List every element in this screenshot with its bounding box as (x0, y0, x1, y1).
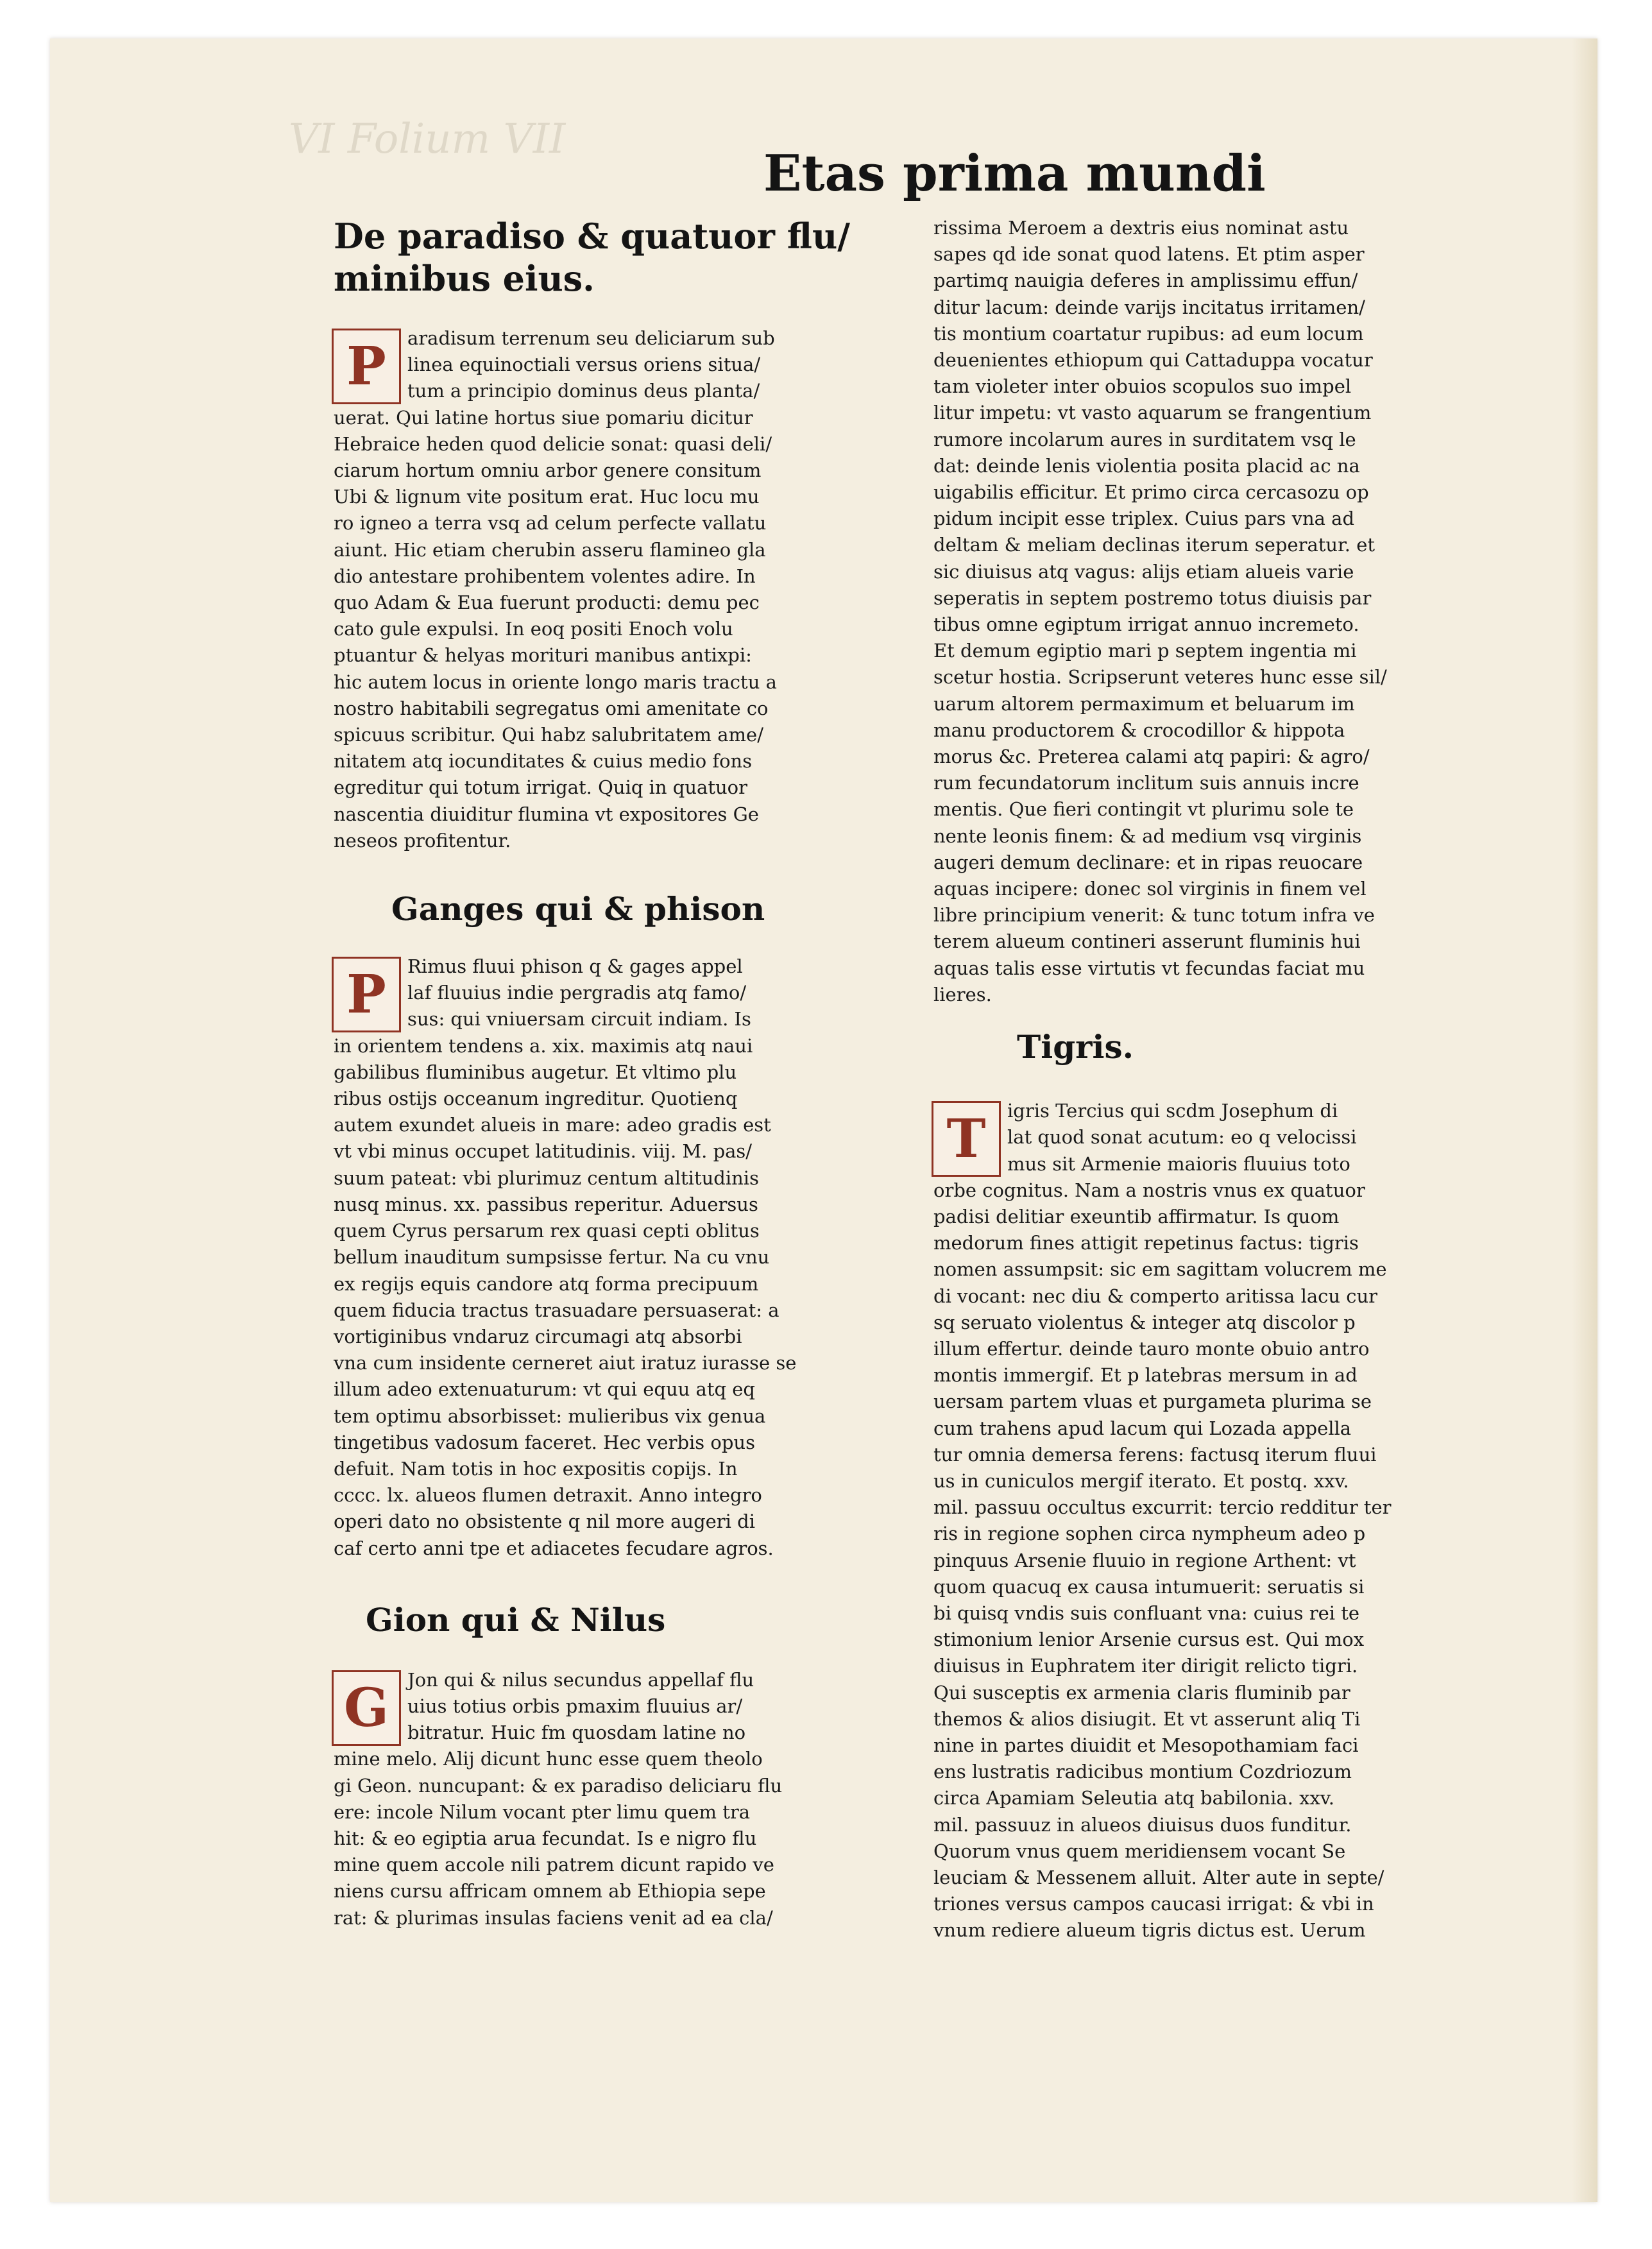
text-line: quem Cyrus persarum rex quasi cepti oblitus (334, 1220, 760, 1242)
text-line: nomen assumpsit: sic em sagittam volucrem me (933, 1258, 1387, 1281)
text-line: padisi delitiar exeuntib affirmatur. Is quom (933, 1205, 1340, 1227)
text-line: autem exundet alueis in mare: adeo gradis est (334, 1114, 771, 1136)
initial-letter: P (332, 329, 401, 404)
text-line: uius totius orbis pmaxim fluuius ar/ (407, 1695, 743, 1717)
text-line: sq seruato violentus & integer atq discolor p (933, 1311, 1356, 1333)
text-line: bi quisq vndis suis confluant vna: cuius rei te (933, 1602, 1360, 1624)
text-line: uersam partem vluas et purgameta plurima se (933, 1390, 1372, 1413)
text-line: linea equinoctiali versus oriens situa/ (407, 354, 761, 376)
paragraph-tigris (933, 1098, 1460, 1944)
text-line: ro igneo a terra vsq ad celum perfecte vallatu (334, 512, 767, 534)
bleed-through-text: VI Folium VII (289, 115, 566, 163)
paragraph-ganges (334, 953, 860, 1562)
text-line: tibus omne egiptum irrigat annuo incremeto. (933, 613, 1359, 636)
text-line: ciarum hortum omniu arbor genere consitum (334, 459, 762, 482)
text-line: aquas talis esse virtutis vt fecundas faciat mu (933, 957, 1365, 979)
text-line: tem optimu absorbisset: mulieribus vix genua (334, 1405, 766, 1427)
text-line: rissima Meroem a dextris eius nominat astu (933, 217, 1349, 239)
text-line: libre principium venerit: & tunc totum infra ve (933, 904, 1375, 927)
text-line: suum pateat: vbi plurimuz centum altitudinis (334, 1167, 759, 1189)
text-line: cum trahens apud lacum qui Lozada appella (933, 1417, 1352, 1439)
text-line: dio antestare prohibentem volentes adire. In (334, 565, 756, 587)
text-line: uigabilis efficitur. Et primo circa cercasozu op (933, 481, 1369, 504)
text-line: diuisus in Euphratem iter dirigit relicto tigri. (933, 1655, 1358, 1677)
text-line: us in cuniculos mergif iterato. Et postq. xxv. (933, 1469, 1349, 1492)
text-line: leuciam & Messenem alluit. Alter aute in septe/ (933, 1866, 1384, 1888)
text-line: augeri demum declinare: et in ripas reuocare (933, 851, 1363, 873)
text-line: nusq minus. xx. passibus reperitur. Aduersus (334, 1193, 758, 1215)
text-line: pinquus Arsenie fluuio in regione Arthent: vt (933, 1549, 1356, 1571)
text-line: Quorum vnus quem meridiensem vocant Se (933, 1840, 1346, 1862)
text-line: uerat. Qui latine hortus siue pomariu dicitur (334, 406, 753, 429)
text-line: quom quacuq ex causa intumuerit: seruatis si (933, 1575, 1365, 1598)
text-line: nostro habitabili segregatus omi amenitate co (334, 697, 769, 719)
text-line: laf fluuius indie pergradis atq famo/ (407, 982, 747, 1004)
text-line: aradisum terrenum seu deliciarum sub (407, 327, 775, 349)
text-line: lat quod sonat acutum: eo q velocissi (1007, 1126, 1357, 1149)
paragraph-nile-cont (933, 215, 1460, 1008)
text-line: in orientem tendens a. xix. maximis atq naui (334, 1034, 753, 1057)
section-heading-gion: Gion qui & Nilus (366, 1600, 666, 1639)
text-line: quo Adam & Eua fuerunt producti: demu pec (334, 592, 760, 614)
text-line: ere: incole Nilum vocant pter limu quem tra (334, 1800, 751, 1823)
text-line: manu productorem & crocodillor & hippota (933, 719, 1345, 741)
text-line: litur impetu: vt vasto aquarum se frangentium (933, 402, 1372, 424)
text-line: medorum fines attigit repetinus factus: tigris (933, 1232, 1359, 1254)
text-line: vna cum insidente cerneret aiut iratuz iurasse se (334, 1352, 797, 1374)
text-line: dat: deinde lenis violentia posita placid ac na (933, 454, 1360, 477)
text-line: rat: & plurimas insulas faciens venit ad ea cla/ (334, 1906, 773, 1929)
text-line: terem alueum contineri asserunt fluminis hui (933, 930, 1361, 953)
text-line: nascentia diuiditur flumina vt expositores Ge (334, 803, 759, 825)
text-line: hit: & eo egiptia arua fecundat. Is e nigro flu (334, 1827, 757, 1849)
text-line: tis montium coartatur rupibus: ad eum locum (933, 322, 1364, 345)
left-column (334, 215, 860, 1931)
text-line: deltam & meliam declinas iterum seperatur. et (933, 534, 1375, 556)
text-line: Hebraice heden quod delicie sonat: quasi deli/ (334, 432, 772, 455)
text-line: hic autem locus in oriente longo maris tractu a (334, 671, 777, 693)
text-line: mine quem accole nili patrem dicunt rapido ve (334, 1854, 774, 1876)
initial-letter: P (332, 957, 401, 1032)
text-line: operi dato no obsistente q nil more augeri di (334, 1510, 755, 1533)
text-line: niens cursu affricam omnem ab Ethiopia sepe (334, 1880, 766, 1903)
text-line: vnum rediere alueum tigris dictus est. Uerum (933, 1919, 1366, 1942)
deckled-edge (1572, 38, 1597, 2202)
chapter-title-cont: minibus eius. (334, 258, 595, 299)
text-line: circa Apamiam Seleutia atq babilonia. xxv. (933, 1787, 1334, 1809)
text-line: ditur lacum: deinde varijs incitatus irritamen/ (933, 296, 1365, 318)
paragraph-gion (334, 1667, 860, 1931)
text-line: ex regijs equis candore atq forma precipuum (334, 1272, 759, 1295)
text-line: scetur hostia. Scripserunt veteres hunc esse sil/ (933, 666, 1387, 688)
text-line: gabilibus fluminibus augetur. Et vltimo plu (334, 1061, 737, 1083)
text-line: aquas incipere: donec sol virginis in finem vel (933, 878, 1367, 900)
text-line: lieres. (933, 983, 992, 1005)
text-line: mil. passuu occultus excurrit: tercio redditur ter (933, 1496, 1392, 1519)
text-line: seperatis in septem postremo totus diuisis par (933, 586, 1372, 609)
text-line: ris in regione sophen circa nympheum adeo p (933, 1523, 1366, 1545)
initial-letter: T (932, 1101, 1001, 1177)
text-line: rum fecundatorum inclitum suis annuis incre (933, 772, 1359, 794)
text-line: rumore incolarum aures in surditatem vsq le (933, 428, 1356, 450)
text-line: neseos profitentur. (334, 829, 511, 851)
text-line: Qui susceptis ex armenia claris fluminib par (933, 1681, 1350, 1704)
paragraph-paradise (334, 325, 860, 854)
text-line: spicuus scribitur. Qui habz salubritatem ame/ (334, 724, 763, 746)
text-line: illum effertur. deinde tauro monte obuio antro (933, 1337, 1370, 1360)
text-line: di vocant: nec diu & comperto aritissa lacu cur (933, 1285, 1378, 1307)
text-line: tum a principio dominus deus planta/ (407, 380, 760, 402)
text-line: tam violeter inter obuios scopulos suo impel (933, 375, 1352, 398)
initial-letter: G (332, 1670, 401, 1746)
chapter-title: De paradiso & quatuor flu/ (334, 216, 850, 257)
text-line: mentis. Que fieri contingit vt plurimu sole te (933, 798, 1354, 821)
text-line: deuenientes ethiopum qui Cattaduppa vocatur (933, 349, 1373, 372)
text-line: quem fiducia tractus trasuadare persuaserat: a (334, 1299, 779, 1321)
text-line: igris Tercius qui scdm Josephum di (1007, 1100, 1338, 1122)
text-line: Ubi & lignum vite positum erat. Huc locu mu (334, 486, 760, 508)
text-line: nente leonis finem: & ad medium vsq virginis (933, 825, 1362, 847)
text-line: egreditur qui totum irrigat. Quiq in quatuor (334, 776, 747, 799)
right-column (933, 215, 1460, 1944)
text-line: ribus ostijs occeanum ingreditur. Quotienq (334, 1088, 738, 1110)
text-line: cccc. lx. alueos flumen detraxit. Anno integro (334, 1484, 762, 1507)
text-line: partimq nauigia deferes in amplissimu effun/ (933, 269, 1358, 292)
text-line: vt vbi minus occupet latitudinis. viij. M. pas/ (334, 1140, 753, 1163)
text-line: bellum inauditum sumpsisse fertur. Na cu vnu (334, 1246, 770, 1269)
text-line: defuit. Nam totis in hoc expositis copijs. In (334, 1457, 738, 1480)
text-line: bitratur. Huic fm quosdam latine no (407, 1722, 746, 1744)
text-line: uarum altorem permaximum et beluarum im (933, 692, 1355, 715)
text-line: ens lustratis radicibus montium Cozdriozum (933, 1761, 1352, 1783)
text-line: nitatem atq iocunditates & cuius medio fons (334, 750, 753, 773)
text-line: cato gule expulsi. In eoq positi Enoch volu (334, 618, 733, 640)
text-line: tingetibus vadosum faceret. Hec verbis opus (334, 1431, 755, 1453)
text-line: mus sit Armenie maioris fluuius toto (1007, 1152, 1350, 1175)
text-line: Jon qui & nilus secundus appellaf flu (407, 1668, 754, 1691)
text-line: Rimus fluui phison q & gages appel (407, 955, 743, 978)
text-line: ptuantur & helyas morituri manibus antixpi: (334, 644, 752, 667)
text-line: caf certo anni tpe et adiacetes fecudare agros. (334, 1537, 774, 1559)
text-line: aiunt. Hic etiam cherubin asseru flamineo gla (334, 538, 766, 561)
text-line: illum adeo extenuaturum: vt qui equu atq eq (334, 1378, 755, 1401)
text-line: mil. passuuz in alueos diuisus duos funditur. (933, 1813, 1352, 1836)
text-line: vortiginibus vndaruz circumagi atq absorbi (334, 1325, 742, 1347)
text-line: themos & alios disiugit. Et vt asserunt aliq Ti (933, 1707, 1361, 1730)
section-heading-ganges: Ganges qui & phison (391, 890, 765, 928)
text-line: sus: qui vniuersam circuit indiam. Is (407, 1008, 751, 1030)
running-title: Etas prima mundi (763, 144, 1266, 203)
text-line: triones versus campos caucasi irrigat: & vbi in (933, 1893, 1374, 1915)
text-line: sic diuisus atq vagus: alijs etiam alueis varie (933, 560, 1354, 583)
text-line: tur omnia demersa ferens: factusq iterum fluui (933, 1443, 1377, 1466)
text-line: sapes qd ide sonat quod latens. Et ptim asper (933, 243, 1365, 266)
text-line: montis immergif. Et p latebras mersum in ad (933, 1364, 1358, 1387)
text-line: stimonium lenior Arsenie cursus est. Qui mox (933, 1629, 1365, 1651)
text-line: mine melo. Alij dicunt hunc esse quem theolo (334, 1748, 763, 1770)
text-line: gi Geon. nuncupant: & ex paradiso deliciaru flu (334, 1774, 783, 1797)
section-heading-tigris: Tigris. (1017, 1028, 1134, 1066)
text-line: pidum incipit esse triplex. Cuius pars vna ad (933, 508, 1355, 530)
text-line: Et demum egiptio mari p septem ingentia mi (933, 640, 1357, 662)
text-line: morus &c. Preterea calami atq papiri: & agro/ (933, 746, 1370, 768)
text-line: orbe cognitus. Nam a nostris vnus ex quatuor (933, 1179, 1365, 1201)
text-line: nine in partes diuidit et Mesopothamiam faci (933, 1734, 1359, 1756)
